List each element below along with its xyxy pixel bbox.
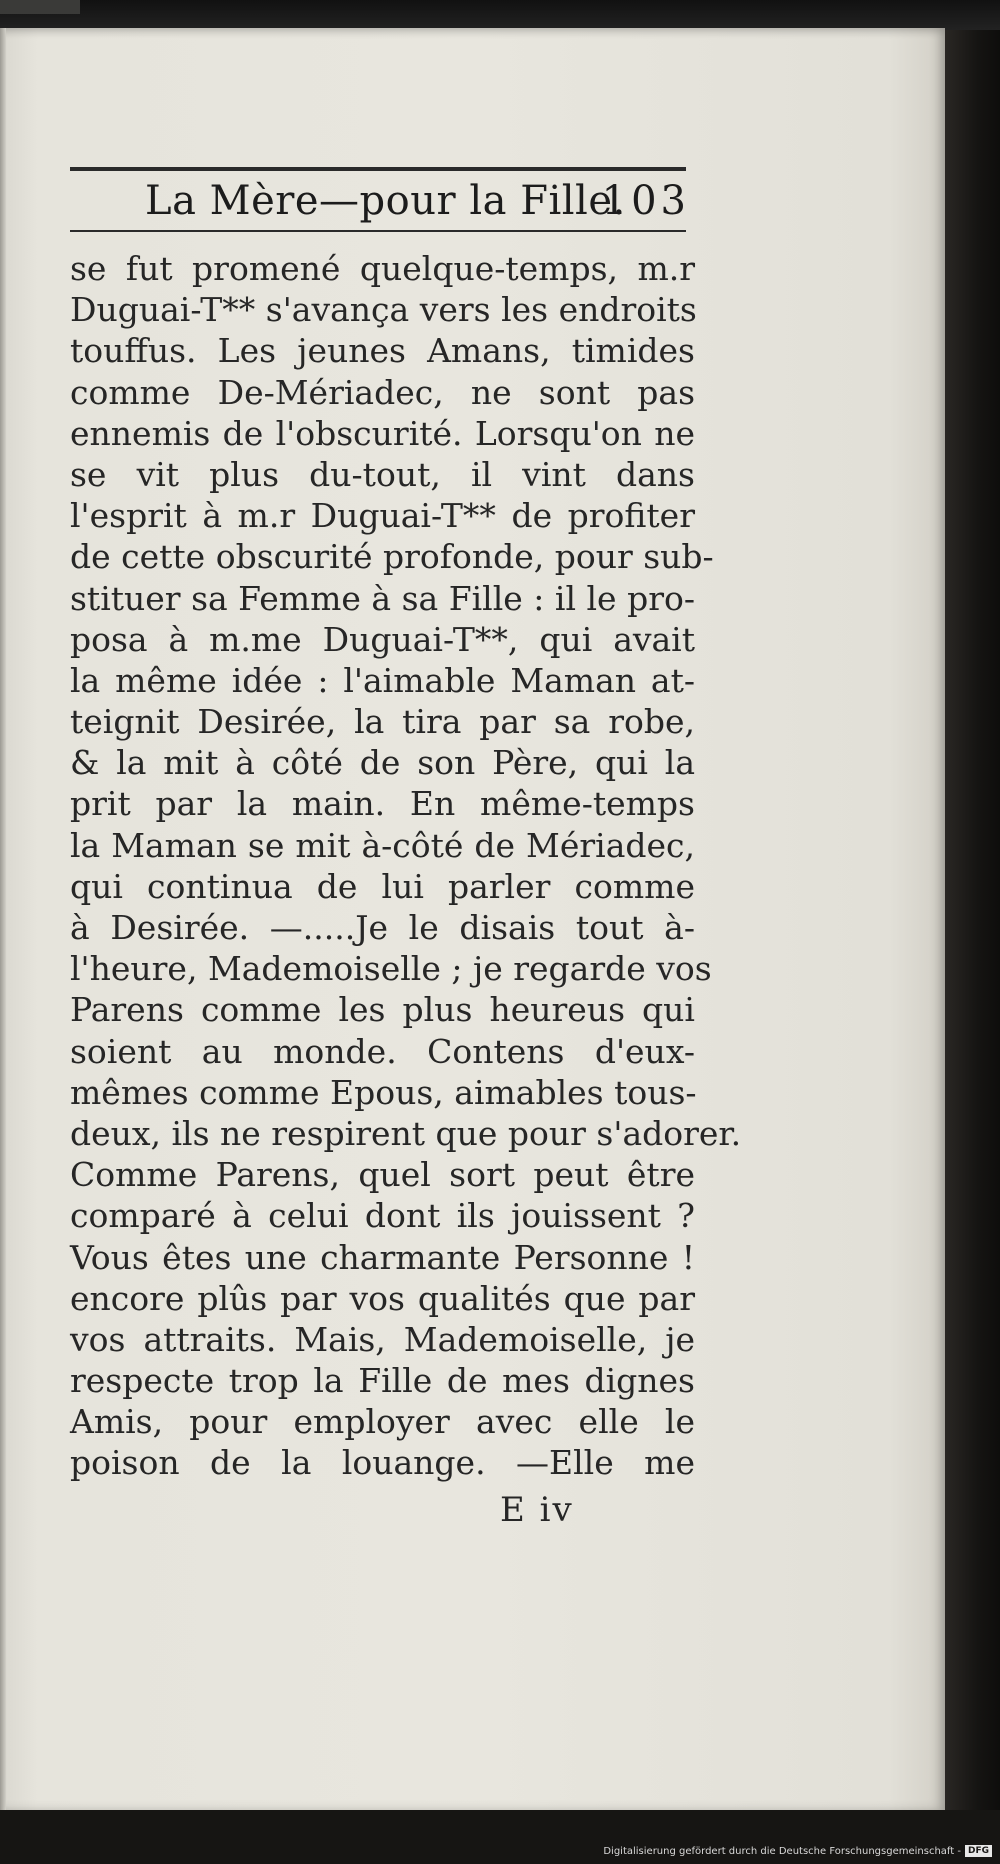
text-line: deux, ils ne respirent que pour s'adorer. (70, 1113, 742, 1153)
scan-right-border (945, 30, 1000, 1810)
text-line: l'esprit à m.r Duguai-T** de profiter (70, 496, 695, 536)
text-line: prit par la main. En même-temps (70, 784, 695, 824)
dfg-logo: DFG (965, 1845, 992, 1857)
scan-top-border (0, 0, 1000, 30)
page-gutter (0, 28, 6, 1810)
running-title: La Mère—pour la Fille. (145, 178, 626, 224)
body-text (70, 248, 742, 1484)
text-line: à Desirée. —.....Je le disais tout à- (70, 908, 695, 947)
text-line: vos attraits. Mais, Mademoiselle, je (70, 1319, 695, 1359)
text-line: Vous êtes une charmante Personne ! (70, 1237, 695, 1277)
text-line: posa à m.me Duguai-T**, qui avait (70, 619, 695, 659)
text-line: l'heure, Mademoiselle ; je regarde vos (70, 949, 712, 989)
page-header (70, 176, 690, 226)
text-line: de cette obscurité profonde, pour sub- (70, 537, 714, 577)
signature-mark: E iv (500, 1490, 574, 1530)
text-line: poison de la louange. —Elle me (70, 1443, 695, 1483)
text-line: ennemis de l'obscurité. Lorsqu'on ne (70, 413, 695, 453)
text-line: Duguai-T** s'avança vers les endroits (70, 290, 697, 330)
text-line: mêmes comme Epous, aimables tous- (70, 1072, 697, 1112)
text-line: teignit Desirée, la tira par sa robe, (70, 702, 695, 742)
text-line: qui continua de lui parler comme (70, 866, 695, 906)
credit-text: Digitalisierung gefördert durch die Deutsche Forschungsgemeinschaft - (603, 1846, 961, 1857)
page-number: 103 (601, 178, 690, 224)
scan-corner-tab (0, 0, 80, 14)
text-line: respecte trop la Fille de mes dignes (70, 1361, 695, 1401)
text-line: Comme Parens, quel sort peut être (70, 1155, 695, 1195)
text-line: la Maman se mit à-côté de Mériadec, (70, 825, 695, 865)
text-line: comparé à celui dont ils jouissent ? (70, 1196, 695, 1236)
header-rule-top (70, 167, 686, 171)
digitization-credit (603, 1844, 992, 1860)
text-line: se fut promené quelque-temps, m.r (70, 249, 695, 288)
text-line: & la mit à côté de son Père, qui la (70, 743, 695, 783)
header-rule-bottom (70, 230, 686, 232)
text-line: la même idée : l'aimable Maman at- (70, 660, 695, 700)
text-line: soient au monde. Contens d'eux- (70, 1031, 695, 1071)
text-line: stituer sa Femme à sa Fille : il le pro- (70, 578, 695, 618)
text-line: encore plûs par vos qualités que par (70, 1278, 695, 1318)
text-line: Amis, pour employer avec elle le (70, 1402, 695, 1442)
text-line: Parens comme les plus heureus qui (70, 990, 695, 1030)
text-line: se vit plus du-tout, il vint dans (70, 454, 695, 494)
text-line: comme De-Mériadec, ne sont pas (70, 372, 695, 412)
text-line: touffus. Les jeunes Amans, timides (70, 331, 695, 371)
